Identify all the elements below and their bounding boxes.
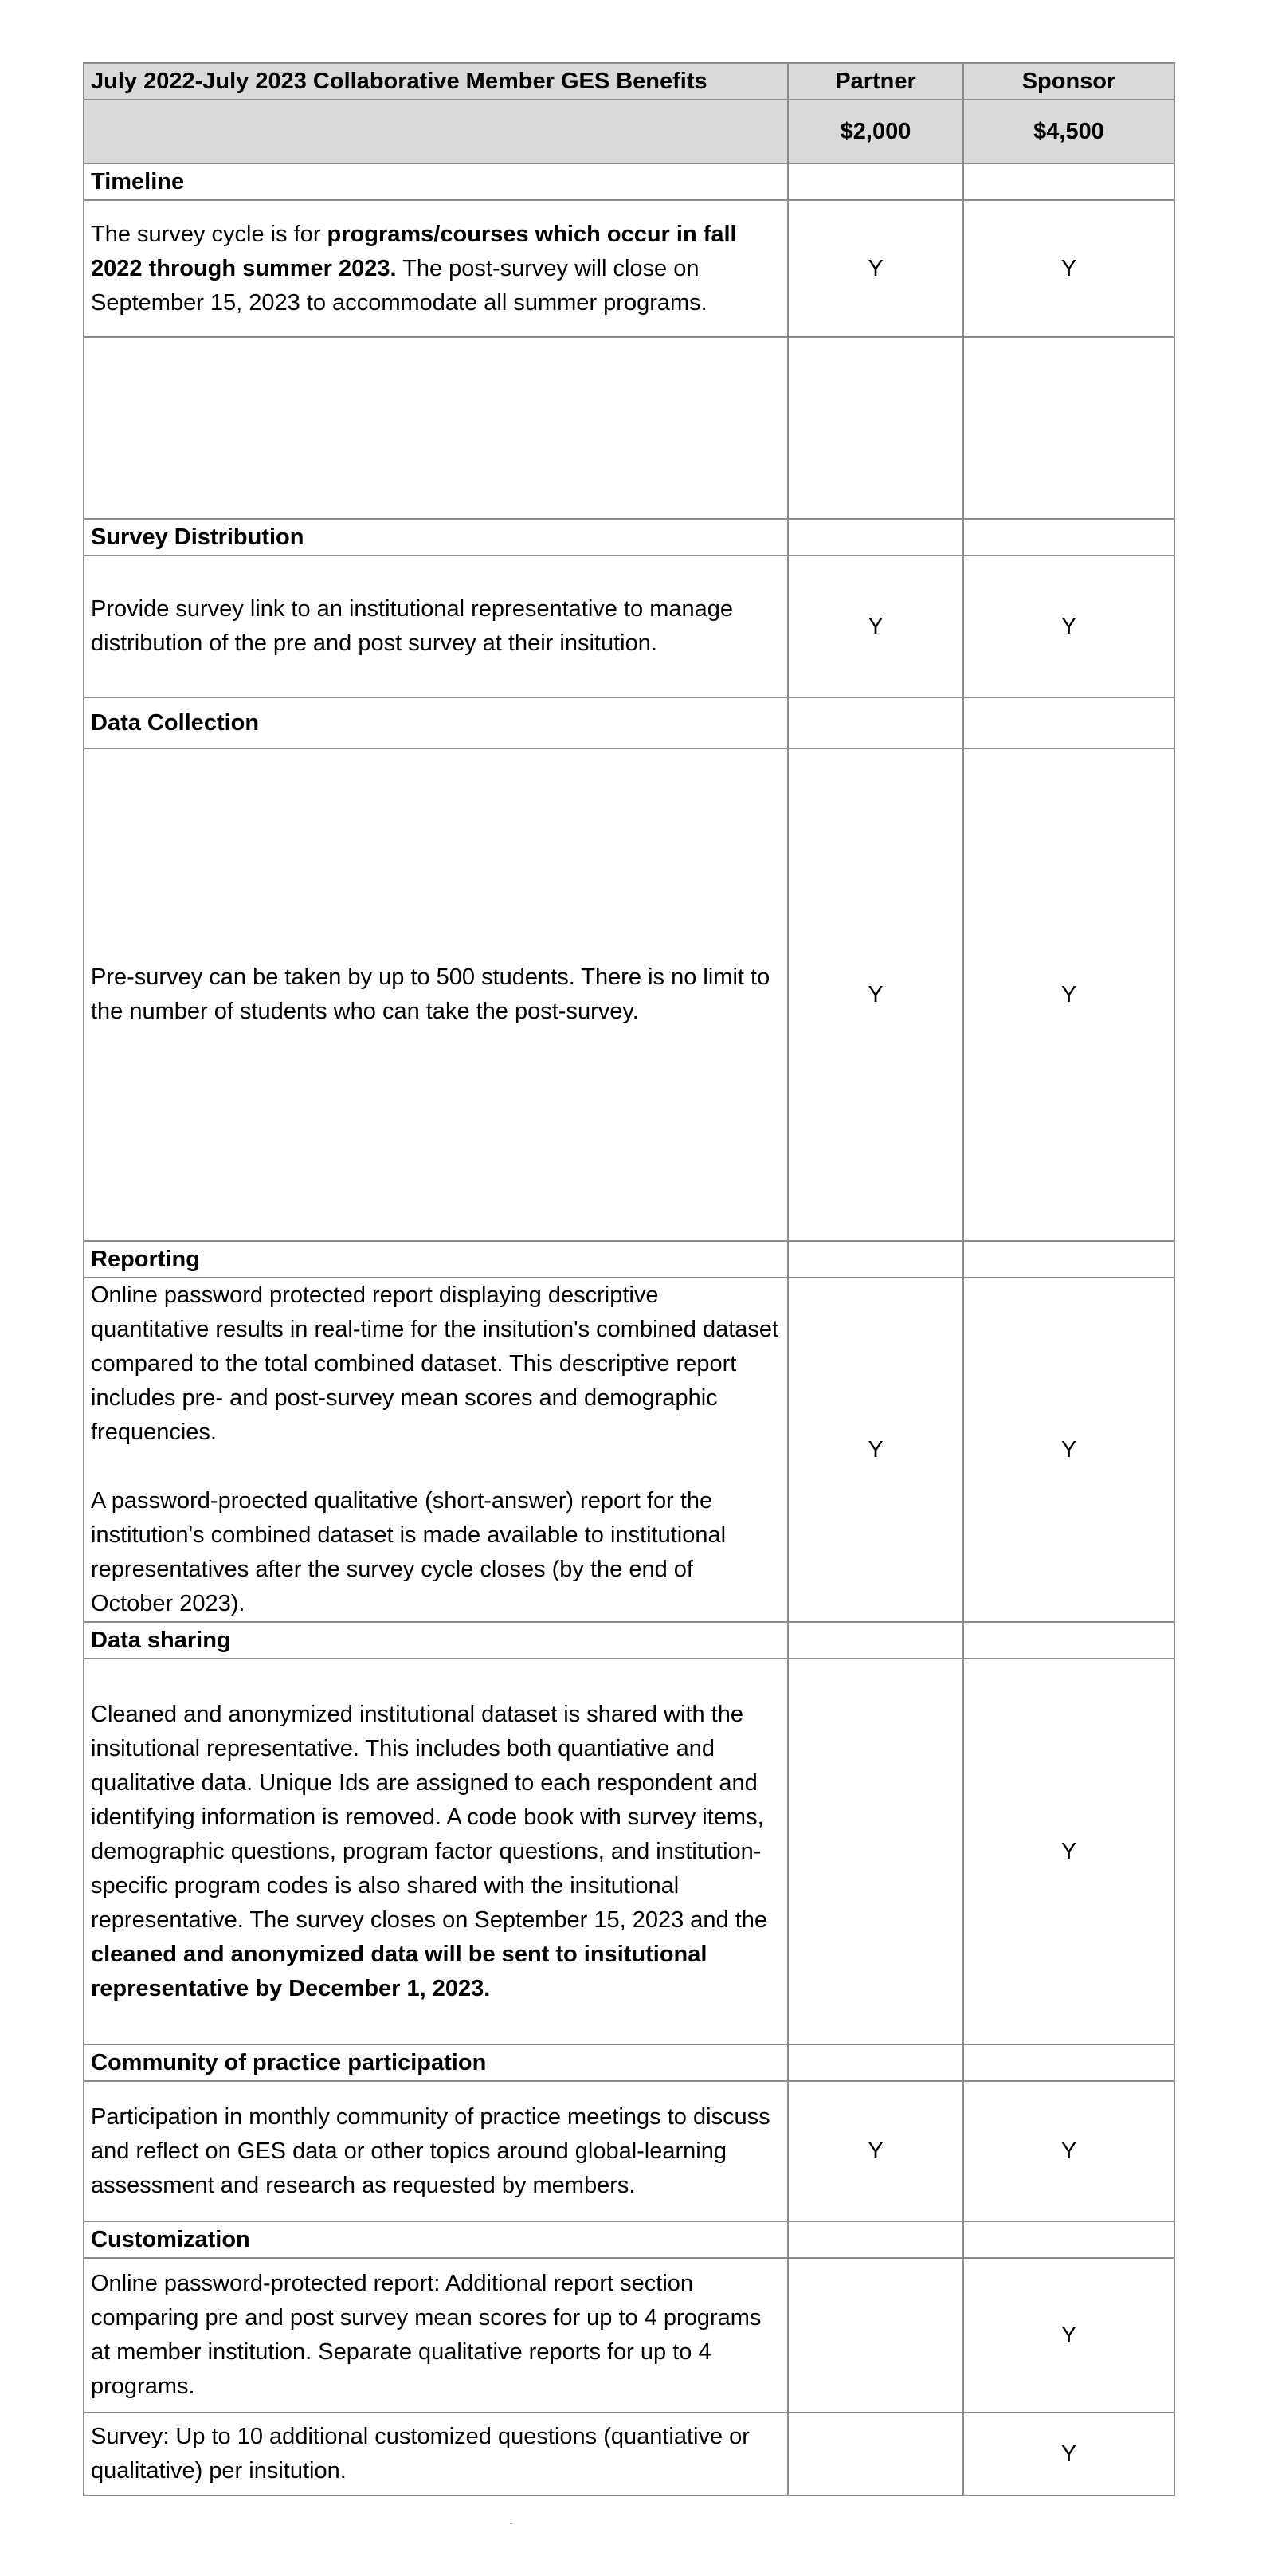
sponsor-check-distribution: Y	[963, 556, 1174, 697]
sponsor-check-customization-survey: Y	[963, 2413, 1174, 2496]
sponsor-check-timeline: Y	[963, 200, 1174, 337]
section-heading-sharing: Data sharing	[84, 1622, 788, 1659]
header-row	[84, 63, 1174, 100]
sponsor-check-community: Y	[963, 2081, 1174, 2221]
benefit-text-sharing: Cleaned and anonymized institutional dataset is shared with the insitutional representative. This includes both quantiative and qualitative data. Unique Ids are assigned to each respondent and identifying information is removed. A code book with survey items, demographic questions, program factor questions, and institution-specific program codes is also shared with the insitutional representative. The survey closes on September 15, 2023 and the cleaned and anonymized data will be sent to insitutional representative by December 1, 2023.	[84, 1659, 788, 2044]
benefits-table	[83, 62, 1175, 2496]
empty-row	[84, 337, 1174, 519]
benefit-row-sharing	[84, 1659, 1174, 2044]
benefit-row-timeline	[84, 200, 1174, 337]
partner-check-distribution: Y	[788, 556, 963, 697]
benefit-row-community	[84, 2081, 1174, 2221]
benefit-text-timeline: The survey cycle is for programs/courses which occur in fall 2022 through summer 2023. The post-survey will close on September 15, 2023 to accommodate all summer programs.	[84, 200, 788, 337]
benefit-text-customization-report: Online password-protected report: Additional report section comparing pre and post survey mean scores for up to 4 programs at member institution. Separate qualitative reports for up to 4 programs.	[84, 2258, 788, 2413]
reporting-paragraph-1: Online password protected report displaying descriptive quantitative results in real-time for the insitution's combined dataset compared to the total combined dataset. This descriptive report includes pre- and post-survey mean scores and demographic frequencies.	[91, 1282, 779, 1445]
price-row-label	[84, 100, 788, 163]
benefit-text-reporting	[84, 1278, 788, 1622]
benefit-row-collection	[84, 748, 1174, 1241]
section-row-timeline	[84, 163, 1174, 200]
section-row-reporting	[84, 1241, 1174, 1278]
partner-check-customization-report	[788, 2258, 963, 2413]
section-heading-community: Community of practice participation	[84, 2044, 788, 2081]
partner-price: $2,000	[788, 100, 963, 163]
benefit-text-collection: Pre-survey can be taken by up to 500 students. There is no limit to the number of students who can take the post-survey.	[84, 748, 788, 1241]
section-heading-collection: Data Collection	[84, 697, 788, 748]
partner-check-community: Y	[788, 2081, 963, 2221]
section-row-collection	[84, 697, 1174, 748]
table-title: July 2022-July 2023 Collaborative Member GES Benefits	[84, 63, 788, 100]
benefit-text-customization-survey: Survey: Up to 10 additional customized questions (quantiative or qualitative) per insitution.	[84, 2413, 788, 2496]
reporting-paragraph-2: A password-proected qualitative (short-answer) report for the institution's combined dataset is made available to institutional representatives after the survey cycle closes (by the end of October 2023).	[91, 1488, 727, 1616]
sponsor-check-sharing: Y	[963, 1659, 1174, 2044]
benefit-row-customization-survey	[84, 2413, 1174, 2496]
sponsor-check-customization-report: Y	[963, 2258, 1174, 2413]
section-row-sharing	[84, 1622, 1174, 1659]
section-row-community	[84, 2044, 1174, 2081]
benefit-row-customization-report	[84, 2258, 1174, 2413]
sponsor-check-reporting: Y	[963, 1278, 1174, 1622]
benefit-row-distribution	[84, 556, 1174, 697]
section-heading-reporting: Reporting	[84, 1241, 788, 1278]
partner-check-reporting: Y	[788, 1278, 963, 1622]
partner-check-customization-survey	[788, 2413, 963, 2496]
partner-check-sharing	[788, 1659, 963, 2044]
sponsor-column-header: Sponsor	[963, 63, 1174, 100]
section-row-customization	[84, 2221, 1174, 2258]
section-row-distribution	[84, 519, 1174, 556]
section-heading-timeline: Timeline	[84, 163, 788, 200]
sponsor-price: $4,500	[963, 100, 1174, 163]
sponsor-check-collection: Y	[963, 748, 1174, 1241]
section-heading-customization: Customization	[84, 2221, 788, 2258]
benefit-text-distribution: Provide survey link to an institutional representative to manage distribution of the pre and post survey at their insitution.	[84, 556, 788, 697]
benefit-row-reporting	[84, 1278, 1174, 1622]
partner-column-header: Partner	[788, 63, 963, 100]
page-tick-mark	[510, 2523, 512, 2524]
price-row	[84, 100, 1174, 163]
partner-check-timeline: Y	[788, 200, 963, 337]
section-heading-distribution: Survey Distribution	[84, 519, 788, 556]
benefit-text-community: Participation in monthly community of practice meetings to discuss and reflect on GES data or other topics around global-learning assessment and research as requested by members.	[84, 2081, 788, 2221]
partner-check-collection: Y	[788, 748, 963, 1241]
